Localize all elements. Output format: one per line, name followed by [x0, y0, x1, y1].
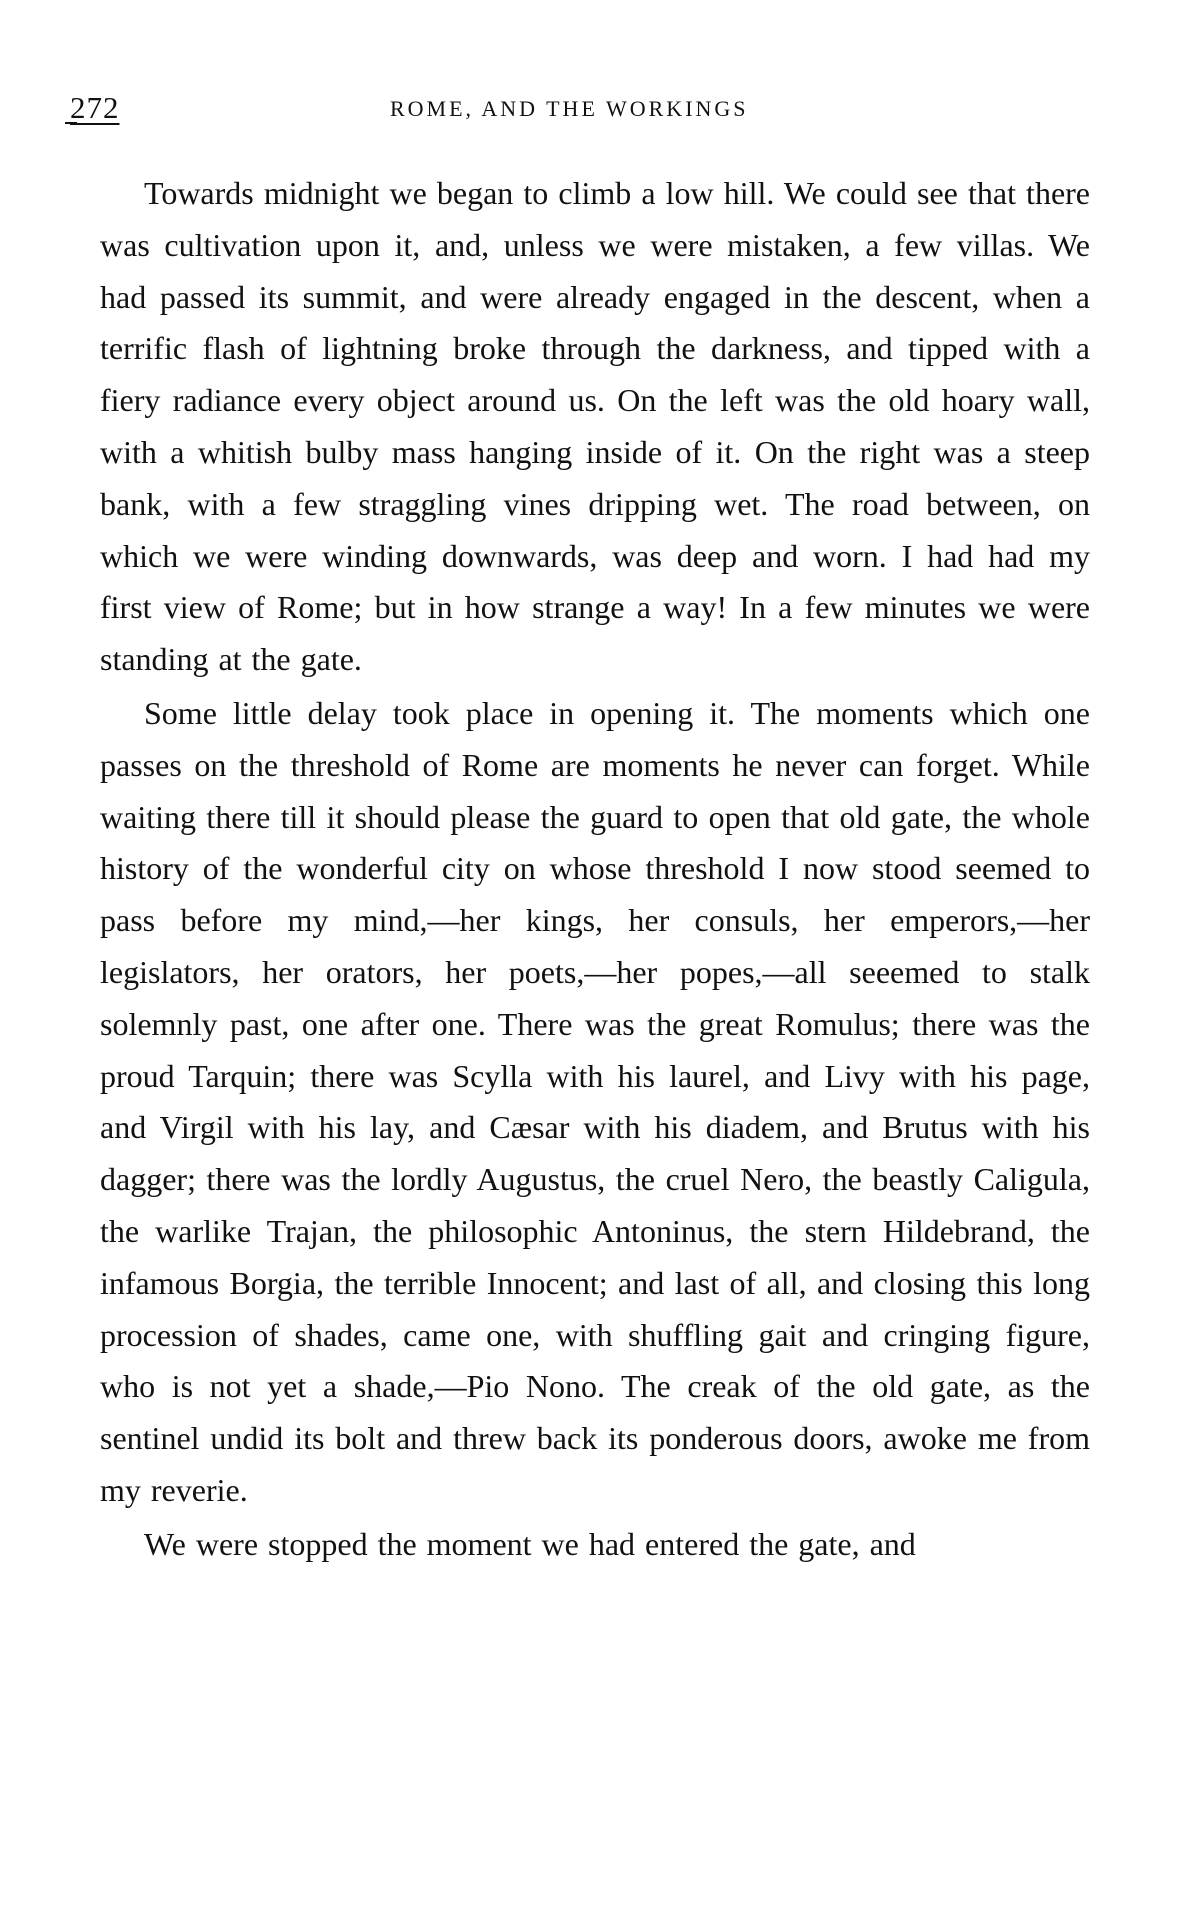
body-text: [100, 168, 1090, 1571]
running-head: ROME, AND THE WORKINGS: [390, 96, 749, 121]
paragraph: Towards midnight we began to climb a low hill. We could see that there was cultivation upon it, and, unless we were mistaken, a few villas. We had passed its summit, and were already engaged in the descent, when a terrific flash of lightning broke through the darkness, and tipped with a fiery radiance every object around us. On the left was the old hoary wall, with a whitish bulby mass hanging inside of it. On the right was a steep bank, with a few straggling vines dripping wet. The road between, on which we were winding downwards, was deep and worn. I had had my first view of Rome; but in how strange a way! In a few minutes we were standing at the gate.: [100, 175, 1090, 678]
page-number: 272: [70, 90, 120, 125]
page-header: [70, 90, 1120, 130]
paragraph: We were stopped the moment we had entered the gate, and: [144, 1525, 916, 1562]
paragraph: Some little delay took place in opening it. The moments which one passes on the threshold of Rome are moments he never can forget. While waiting there till it should please the guard to open that old gate, the whole history of the wonderful city on whose threshold I now stood seemed to pass before my mind,—her kings, her consuls, her emperors,—her legislators, her orators, her poets,—her popes,—all seeemed to stalk solemnly past, one after one. There was the great Romulus; there was the proud Tarquin; there was Scylla with his laurel, and Livy with his page, and Virgil with his lay, and Cæsar with his diadem, and Brutus with his dagger; there was the lordly Augustus, the cruel Nero, the beastly Caligula, the warlike Trajan, the philosophic Antoninus, the stern Hildebrand, the infamous Borgia, the terrible Innocent; and last of all, and closing this long procession of shades, came one, with shuffling gait and cringing figure, who is not yet a shade,—Pio Nono. The creak of the old gate, as the sentinel undid its bolt and threw back its ponderous doors, awoke me from my reverie.: [100, 694, 1090, 1508]
